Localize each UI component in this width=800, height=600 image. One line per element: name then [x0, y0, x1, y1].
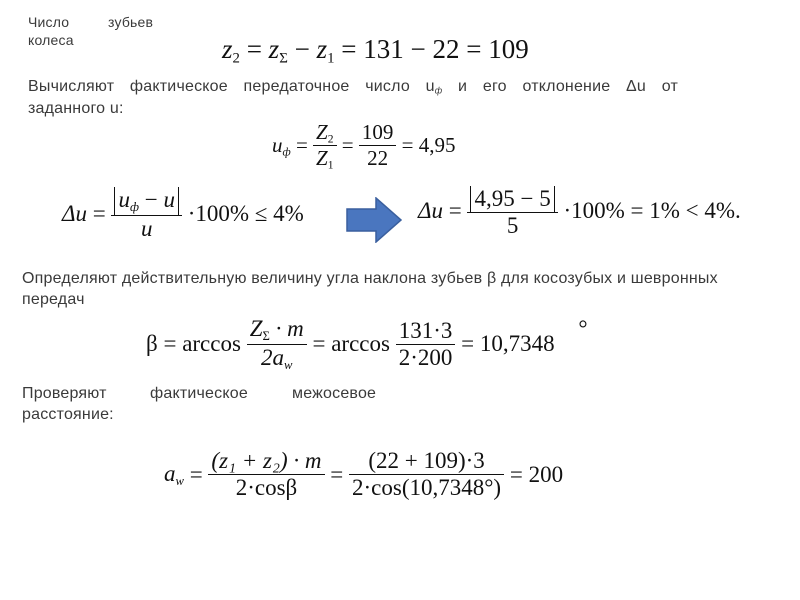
fraction-131x3-cos: [349, 448, 504, 501]
label-number: [28, 14, 69, 30]
den-2x200: 2·200: [396, 344, 456, 371]
formula-u-actual: [272, 120, 455, 172]
text-compute-ratio: [28, 78, 678, 96]
degree-sign: °: [578, 316, 588, 341]
z1-symbol: z: [316, 34, 328, 64]
arrow-right-icon: [346, 197, 402, 243]
2aw-sub: w: [283, 357, 293, 372]
equals-u-3: =: [401, 133, 414, 158]
text-check-verb: Проверяют: [22, 385, 107, 402]
z2-symbol: z: [222, 34, 233, 64]
delta-u-symbol: Δu: [62, 200, 87, 226]
zsum-symbol: z: [268, 34, 280, 64]
equals-u-2: =: [341, 133, 354, 158]
num-uf: u: [118, 186, 130, 212]
text-check-word2: [150, 385, 248, 403]
delta-u-symbol-2: Δu: [418, 198, 443, 224]
text-check-actual: фактическое: [150, 385, 248, 402]
label-word-teeth: зубьев: [108, 14, 154, 30]
fraction-du-specific: [467, 184, 557, 239]
equals-1: =: [246, 34, 262, 64]
result-10-7348: 10,7348: [479, 331, 555, 357]
num-uf-sub: ф: [129, 199, 139, 214]
fraction-du-general: [111, 186, 181, 242]
den-5: 5: [467, 212, 557, 239]
text-determine-beta-line1: Определяют действительную величину угла наклона зубьев β для косозубых и шевронных: [22, 270, 718, 287]
z1-sub: 1: [327, 50, 335, 67]
minus-1: −: [294, 34, 310, 64]
equals-du-2: =: [448, 198, 462, 224]
uf-symbol: u: [272, 133, 283, 158]
text-gears-line2: передач: [22, 291, 85, 308]
label-teeth: [108, 14, 153, 30]
Z1-sub: 1: [327, 159, 334, 172]
num-22-plus-109-x3: (22 + 109)·3: [368, 448, 485, 473]
fraction-z2-z1: [313, 120, 336, 172]
num-4-95-minus-5: 4,95 − 5: [470, 186, 554, 212]
result-109: 109: [488, 34, 529, 64]
Zsum-sub: Σ: [262, 328, 270, 343]
equals-2: =: [341, 34, 357, 64]
equals-aw-1: =: [189, 461, 203, 487]
num-minus: −: [144, 186, 158, 212]
text-check-word3: [292, 385, 376, 403]
Z2-sub: 2: [327, 133, 334, 146]
fraction-131x3-2x200: [396, 318, 456, 371]
zsum-sub: Σ: [279, 50, 288, 67]
text-compute-ratio-tail: и его отклонение Δu от: [442, 78, 678, 95]
equals-aw-2: =: [330, 461, 344, 487]
2aw-symbol: 2a: [260, 344, 284, 370]
text-check-word1: [22, 385, 107, 403]
text-check-word4: [22, 406, 114, 424]
text-given-u: [28, 100, 124, 118]
times-m: · m: [275, 316, 304, 341]
arccos-1: arccos: [182, 331, 241, 357]
den-2cosbeta: 2·cosβ: [208, 474, 324, 501]
num-109: 109: [361, 120, 394, 145]
aw-symbol: a: [164, 460, 176, 486]
formula-delta-u-general: [62, 186, 304, 242]
num-u: u: [163, 186, 175, 212]
fraction-109-22: [359, 120, 397, 171]
label-word-wheel: колеса: [28, 32, 74, 48]
formula-beta: [146, 316, 588, 373]
result-200: 200: [528, 461, 564, 487]
arccos-2: arccos: [331, 331, 390, 357]
fraction-z1z2-m: [208, 448, 324, 501]
equals-du-1: =: [92, 200, 106, 226]
z2-sub: 2: [232, 50, 240, 67]
text-given-u-label: заданного u:: [28, 100, 124, 117]
fraction-zsum-m: [247, 316, 307, 373]
text-gears: [22, 291, 85, 309]
aw-sub: w: [175, 473, 184, 488]
equals-beta-3: =: [461, 331, 475, 357]
calc-131-22: 131 − 22: [363, 34, 460, 64]
equals-beta-1: =: [163, 331, 177, 357]
den-2cos-10-7348: 2·cos(10,7348°): [349, 474, 504, 501]
equals-aw-3: =: [509, 461, 523, 487]
text-check-distance: расстояние:: [22, 406, 114, 423]
text-check-center: межосевое: [292, 385, 377, 402]
Z1-symbol: Z: [316, 146, 328, 171]
tail-100-percent-le-4: ·100% ≤ 4%: [187, 200, 304, 226]
tail-1-percent: ·100% = 1% < 4%.: [563, 198, 741, 224]
formula-delta-u-specific: [418, 184, 741, 239]
Z2-symbol: Z: [316, 120, 328, 144]
equals-beta-2: =: [312, 331, 326, 357]
den-u: u: [111, 215, 181, 242]
uf-sub: ф: [282, 146, 291, 159]
result-4-95: 4,95: [418, 133, 456, 158]
text-determine-beta: [22, 270, 718, 288]
equals-u-1: =: [295, 133, 308, 158]
formula-center-distance: [164, 448, 563, 501]
label-word-number: Число: [28, 14, 70, 30]
text-compute-ratio-main: Вычисляют фактическое передаточное число u: [28, 78, 435, 95]
num-131x3: 131·3: [398, 317, 453, 343]
num-z1-plus-z2-m: (z₁ + z₂) · m: [211, 448, 322, 473]
text-compute-ratio-sub: ф: [434, 85, 443, 96]
Zsum-symbol: Z: [249, 316, 263, 341]
beta-symbol: β: [146, 331, 158, 357]
label-wheel: [28, 32, 74, 48]
den-22: 22: [359, 145, 397, 171]
formula-z2: [222, 34, 529, 67]
equals-3: =: [466, 34, 482, 64]
